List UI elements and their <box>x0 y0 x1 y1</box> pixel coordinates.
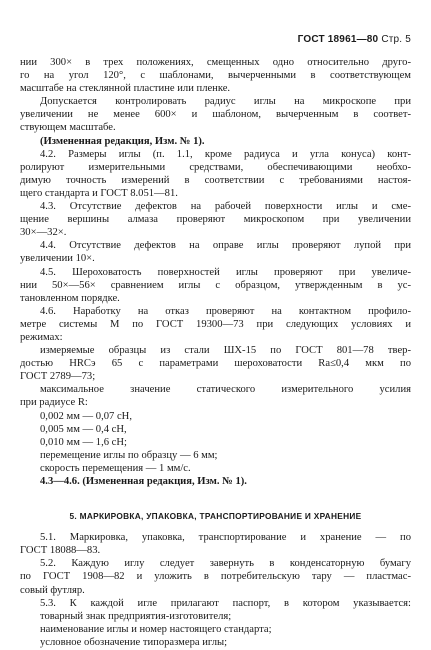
text-line: 4.5. Шероховатость поверхностей иглы проверяют при увеличе- <box>40 266 411 278</box>
text-line: наименование иглы и номер настоящего стандарта; <box>40 623 272 635</box>
text-line: увеличении 10×. <box>20 253 95 265</box>
document-body <box>20 56 411 649</box>
text-line: товарный знак предприятия-изготовителя; <box>40 610 232 622</box>
text-line: 4.6. Наработку на отказ проверяют на контактном профило- <box>40 305 411 317</box>
text-line: 4.3. Отсутствие дефектов на рабочей поверхности иглы и сме- <box>40 201 411 213</box>
text-line: 30×—32×. <box>20 227 67 239</box>
text-line: по ГОСТ 1908—82 и уложить в потребительскую тару — пластмас- <box>20 571 411 583</box>
text-line: ГОСТ 2789—73; <box>20 371 96 383</box>
text-line: режимах: <box>20 331 63 343</box>
text-line: димую точность измерений в соответствии с требованиями настоя- <box>20 174 411 186</box>
text-line: 5.1. Маркировка, упаковка, транспортирование и хранение — по <box>40 532 411 544</box>
text-line: 5.2. Каждую иглу следует завернуть в конденсаторную бумагу <box>40 558 411 570</box>
text-line: максимальное значение статического измерительного усилия <box>40 384 411 396</box>
standard-number: ГОСТ 18961—80 <box>297 34 379 45</box>
text-line: 0,002 мм — 0,07 сН, <box>40 410 132 422</box>
text-line: щего стандарта и ГОСТ 8.051—81. <box>20 187 178 199</box>
text-line: скорость перемещения — 1 мм/с. <box>40 462 191 474</box>
text-line: перемещение иглы по образцу — 6 мм; <box>40 449 218 461</box>
revision-note: 4.3—4.6. (Измененная редакция, Изм. № 1). <box>40 476 247 487</box>
text-line: 4.4. Отсутствие дефектов на оправе иглы проверяют лупой при <box>40 240 411 252</box>
text-line: нии 50×—56× сравнением иглы с образцом, утвержденным в ус- <box>20 279 411 291</box>
section-heading: 5. МАРКИРОВКА, УПАКОВКА, ТРАНСПОРТИРОВАНИЕ И ХРАНЕНИЕ <box>69 511 362 522</box>
text-line: щение вершины алмаза проверяют микроскопом при увеличении <box>20 214 411 226</box>
text-line: тановленном порядке. <box>20 292 120 304</box>
text-line: 4.2. Размеры иглы (п. 1.1, кроме радиуса и угла конуса) конт- <box>40 148 411 160</box>
text-line: Допускается контролировать радиус иглы на микроскопе при <box>40 96 411 108</box>
text-line: достью HRCэ 65 с параметрами шероховатости Ra≤0,4 мкм по <box>20 358 411 370</box>
text-line: ГОСТ 18088—83. <box>20 545 101 557</box>
page-header <box>298 33 411 46</box>
text-line: го на угол 120°, с шаблонами, вычерченными в соответствующем <box>20 70 411 82</box>
text-line: измеряемые образцы из стали ШХ-15 по ГОСТ 801—78 твер- <box>40 345 411 357</box>
text-line: 0,005 мм — 0,4 сН, <box>40 423 127 435</box>
text-line: 5.3. К каждой игле прилагают паспорт, в котором указывается: <box>40 597 411 609</box>
text-line: 0,010 мм — 1,6 сН; <box>40 436 127 448</box>
text-line: масштабе на стеклянной пластине или пленке. <box>20 83 231 95</box>
text-line: увеличении не менее 600× и шаблоном, вычерченным в соответ- <box>20 109 411 121</box>
text-line: ствующем масштабе. <box>20 122 116 134</box>
text-line: нии 300× в трех положениях, смещенных одно относительно друго- <box>20 57 411 68</box>
text-line: метре системы М по ГОСТ 19300—73 при следующих условиях и <box>20 318 411 330</box>
text-line: ролируют измерительными средствами, обеспечивающими необхо- <box>20 161 411 173</box>
text-line: условное обозначение типоразмера иглы; <box>40 636 228 648</box>
text-line: совый футляр. <box>20 584 85 596</box>
revision-note: (Измененная редакция, Изм. № 1). <box>40 135 205 147</box>
text-line: при радиусе R: <box>20 397 88 409</box>
page-number: Стр. 5 <box>381 34 411 45</box>
